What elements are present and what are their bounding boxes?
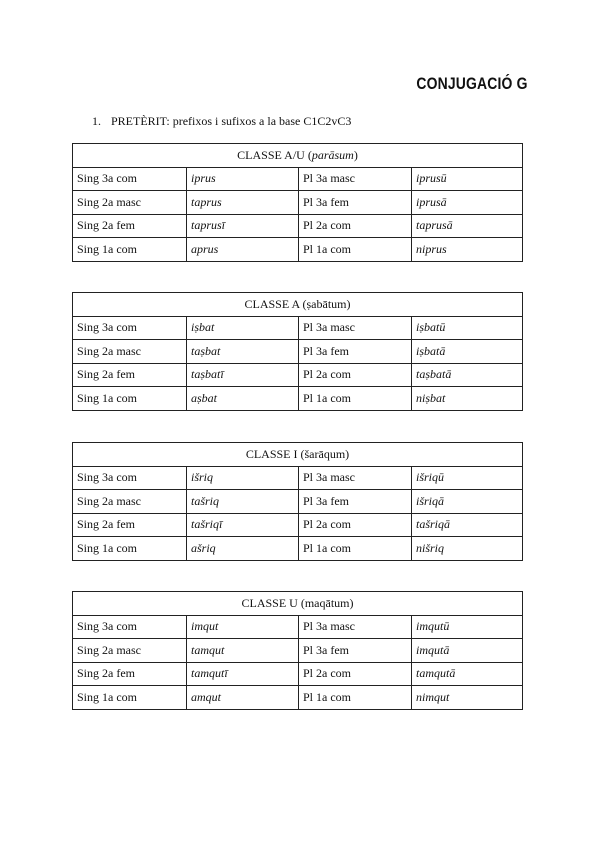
table-row [73, 662, 523, 686]
table-row [73, 167, 523, 191]
verb-form: taṣbatī [187, 363, 299, 387]
person-label: Pl 1a com [299, 686, 412, 710]
verb-form: tašriq [187, 490, 299, 514]
section-heading [92, 114, 351, 129]
person-label: Sing 2a fem [73, 214, 187, 238]
table-row [73, 316, 523, 340]
verb-form: aprus [187, 238, 299, 262]
person-label: Pl 3a masc [299, 615, 412, 639]
person-label: Pl 1a com [299, 238, 412, 262]
verb-form: tašriqī [187, 513, 299, 537]
person-label: Sing 2a fem [73, 662, 187, 686]
person-label: Pl 3a masc [299, 316, 412, 340]
person-label: Sing 2a masc [73, 639, 187, 663]
person-label: Sing 1a com [73, 686, 187, 710]
verb-form: taprus [187, 191, 299, 215]
person-label: Pl 3a fem [299, 340, 412, 364]
table-row [73, 191, 523, 215]
verb-form: nišriq [412, 537, 523, 561]
verb-form: niprus [412, 238, 523, 262]
table-row [73, 387, 523, 411]
verb-form: iprusā [412, 191, 523, 215]
verb-form: aṣbat [187, 387, 299, 411]
page-heading: CONJUGACIÓ G [416, 74, 528, 93]
person-label: Sing 2a fem [73, 513, 187, 537]
person-label: Pl 2a com [299, 513, 412, 537]
table-row [73, 238, 523, 262]
person-label: Pl 1a com [299, 387, 412, 411]
person-label: Sing 1a com [73, 238, 187, 262]
verb-form: tašriqā [412, 513, 523, 537]
conjugation-table-au [72, 143, 523, 262]
table-title: CLASSE I (šarāqum) [73, 443, 523, 467]
person-label: Pl 3a fem [299, 490, 412, 514]
section-number: 1. [92, 114, 101, 128]
table-row [73, 363, 523, 387]
verb-form: taṣbatā [412, 363, 523, 387]
verb-form: taprusī [187, 214, 299, 238]
verb-form: iṣbatā [412, 340, 523, 364]
person-label: Sing 1a com [73, 537, 187, 561]
table-title: CLASSE A/U (parāsum) [73, 144, 523, 168]
person-label: Pl 1a com [299, 537, 412, 561]
person-label: Sing 1a com [73, 387, 187, 411]
person-label: Sing 3a com [73, 167, 187, 191]
verb-form: iprus [187, 167, 299, 191]
table-row [73, 686, 523, 710]
table-title: CLASSE A (ṣabātum) [73, 293, 523, 317]
verb-form: imqut [187, 615, 299, 639]
table-row [73, 490, 523, 514]
table-title: CLASSE U (maqātum) [73, 592, 523, 616]
verb-form: amqut [187, 686, 299, 710]
table-row [73, 214, 523, 238]
verb-form: ašriq [187, 537, 299, 561]
verb-form: taprusā [412, 214, 523, 238]
person-label: Pl 3a fem [299, 639, 412, 663]
table-row [73, 513, 523, 537]
table-row [73, 615, 523, 639]
verb-form: išriqā [412, 490, 523, 514]
person-label: Sing 3a com [73, 466, 187, 490]
person-label: Pl 2a com [299, 363, 412, 387]
person-label: Pl 2a com [299, 662, 412, 686]
person-label: Pl 3a masc [299, 466, 412, 490]
verb-form: niṣbat [412, 387, 523, 411]
conjugation-table-i [72, 442, 523, 561]
verb-form: iprusū [412, 167, 523, 191]
person-label: Sing 3a com [73, 615, 187, 639]
verb-form: imqutā [412, 639, 523, 663]
person-label: Sing 2a fem [73, 363, 187, 387]
verb-form: iṣbat [187, 316, 299, 340]
verb-form: iṣbatū [412, 316, 523, 340]
verb-form: taṣbat [187, 340, 299, 364]
verb-form: išriq [187, 466, 299, 490]
table-row [73, 639, 523, 663]
table-row [73, 466, 523, 490]
section-text: PRETÈRIT: prefixos i sufixos a la base C1C2vC3 [111, 114, 352, 128]
table-row [73, 537, 523, 561]
verb-form: tamqut [187, 639, 299, 663]
verb-form: tamqutī [187, 662, 299, 686]
person-label: Pl 2a com [299, 214, 412, 238]
person-label: Pl 3a masc [299, 167, 412, 191]
verb-form: imqutū [412, 615, 523, 639]
verb-form: išriqū [412, 466, 523, 490]
table-row [73, 340, 523, 364]
person-label: Sing 2a masc [73, 191, 187, 215]
person-label: Pl 3a fem [299, 191, 412, 215]
conjugation-table-a [72, 292, 523, 411]
verb-form: tamqutā [412, 662, 523, 686]
person-label: Sing 2a masc [73, 340, 187, 364]
person-label: Sing 3a com [73, 316, 187, 340]
conjugation-table-u [72, 591, 523, 710]
person-label: Sing 2a masc [73, 490, 187, 514]
verb-form: nimqut [412, 686, 523, 710]
